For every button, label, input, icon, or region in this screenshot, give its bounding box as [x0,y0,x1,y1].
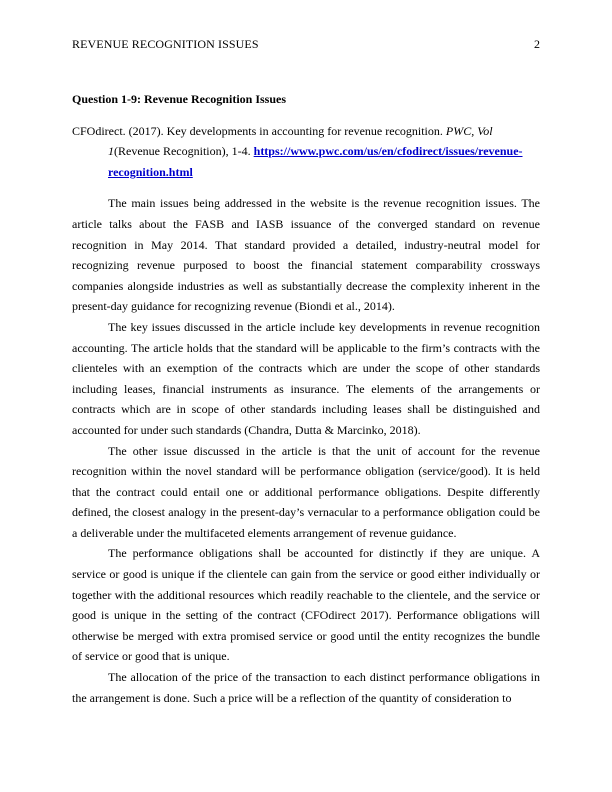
reference-citation [72,121,540,183]
running-title: REVENUE RECOGNITION ISSUES [72,37,259,51]
page-number: 2 [534,37,540,51]
section-heading: Question 1-9: Revenue Recognition Issues [72,92,287,106]
citation-journal: PWC, Vol 1 [108,123,493,159]
paragraph-3: The other issue discussed in the article is that the unit of account for the revenue recognition within the novel standard will be performance obligation (service/good). It is held that the contract could entail one or additional performance obligations. Despite differently defined, the closest analogy in the present-day’s vernacular to a performance obligation could be a deliverable under the multifaceted elements arrangement of revenue guidance. [72,443,540,540]
paragraph-4: The performance obligations shall be accounted for distinctly if they are unique. A service or good is unique if the clientele can gain from the service or good either individually or together with the additional resources which readily reachable to the clientele, and the service or good is unique in the setting of the contract (CFOdirect 2017). Performance obligations will otherwise be merged with extra promised service or good until the entity recognizes the bundle of service or good that is unique. [72,546,540,664]
paragraph-1: The main issues being addressed in the website is the revenue recognition issues. The article talks about the FASB and IASB issuance of the converged standard on revenue recognition in May 2014. That standard provided a detailed, industry-neutral model for recognizing revenue purposed to boost the financial statement comparability crossways companies alongside industries as well as substantially decrease the complexity inherent in the present-day guidance for recognizing revenue (Biondi et al., 2014). [72,196,540,314]
citation-authors-year: CFOdirect. (2017). Key developments in accounting for revenue recognition. [72,123,446,138]
running-header [72,36,540,52]
paragraph-2: The key issues discussed in the article include key developments in revenue recognition accounting. The article holds that the standard will be applicable to the firm’s contracts with the clienteles with an exemption of the contracts which are under the scope of other standards including leases, financial instruments as insurance. The elements of the arrangements or contracts which are in scope of other standards including leases shall be distinguished and accounted for under such standards (Chandra, Dutta & Marcinko, 2018). [72,319,540,437]
paragraph-5: The allocation of the price of the transaction to each distinct performance obligations in the arrangement is done. Such a price will be a reflection of the quantity of consideration to [72,670,540,705]
citation-issue-pages: (Revenue Recognition), 1-4. [114,144,254,159]
document-body [72,89,540,708]
citation-url-link[interactable]: https://www.pwc.com/us/en/cfodirect/issues/revenue-recognition.html [108,144,523,179]
